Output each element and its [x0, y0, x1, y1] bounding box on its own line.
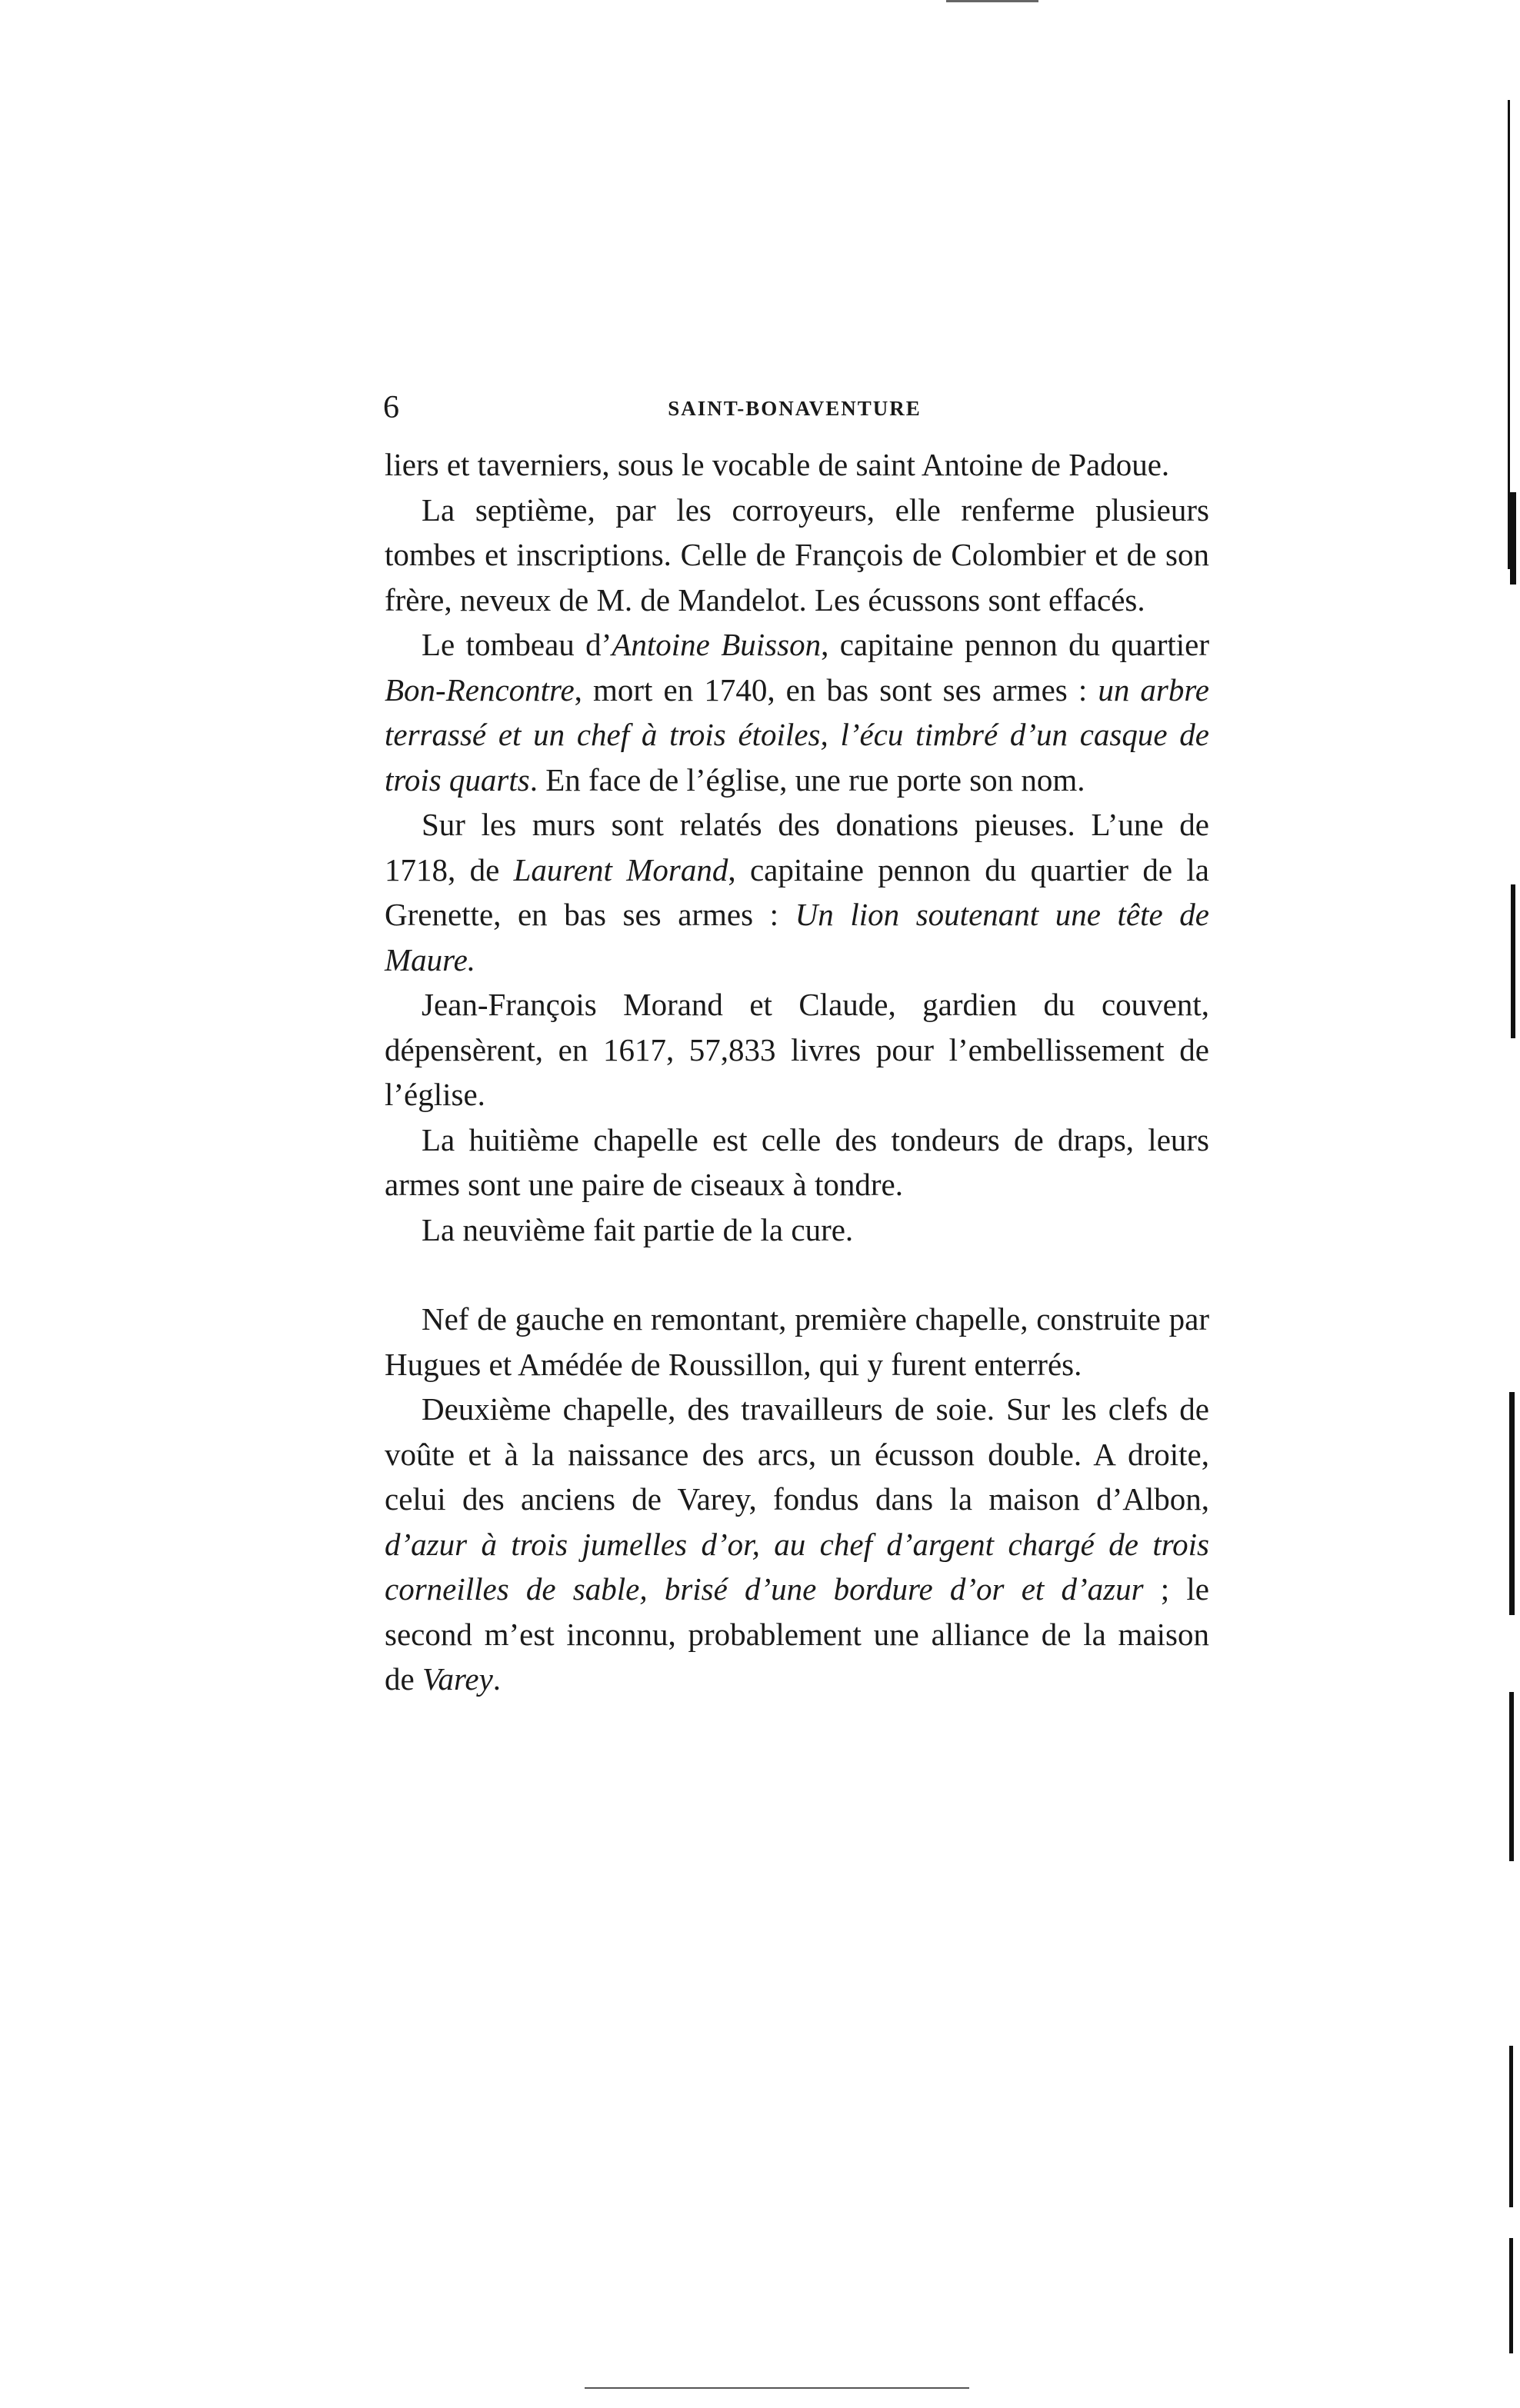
scan-edge-mark	[1511, 884, 1515, 1038]
italic-text: Laurent Morand	[513, 851, 728, 888]
paragraph	[385, 1297, 1209, 1387]
italic-text: d’azur à trois jumelles d’or, au chef d’argent chargé de trois corneilles de sable, brisé d’une bordure d’or et d’azur	[385, 1526, 1209, 1607]
text-run: , capitaine pennon du quartier de la Grenette, en bas ses armes :	[385, 851, 1210, 932]
text-run: La huitième chapelle est celle des tondeurs de draps, leurs armes sont une paire de ciseaux à tondre.	[385, 1121, 1209, 1202]
paragraph	[385, 1207, 1209, 1253]
italic-text: un arbre terrassé et un chef à trois étoiles, l’écu timbré d’un casque de trois quarts	[385, 671, 1209, 798]
page-header	[383, 385, 1206, 431]
italic-text: Varey	[422, 1661, 493, 1697]
paragraph	[385, 1387, 1209, 1702]
scan-edge-mark	[1509, 1392, 1515, 1615]
paragraph	[385, 488, 1209, 623]
scan-edge-mark	[1509, 2238, 1513, 2353]
italic-text: Bon-Rencontre	[385, 671, 575, 708]
scan-edge-mark	[1509, 2046, 1513, 2207]
scan-artifact-bottom	[585, 2387, 969, 2389]
text-run: La neuvième fait partie de la cure.	[422, 1211, 854, 1247]
text-run: Le tombeau d’	[422, 627, 612, 662]
page-number: 6	[383, 390, 399, 425]
text-run: Deuxième chapelle, des travailleurs de soie. Sur les clefs de voûte et à la naissance des arcs, un écusson double. A droite, celui des anciens de Varey, fondus dans la maison d’Albon,	[385, 1391, 1209, 1517]
body-text	[385, 442, 1209, 1702]
italic-text: Antoine Buisson	[612, 627, 822, 662]
text-run: Sur les murs sont relatés des donations pieuses. L’une de 1718, de	[385, 807, 1209, 888]
text-run: .	[492, 1661, 502, 1697]
italic-text: Un lion soutenant une tête de Maure.	[385, 897, 1209, 978]
text-run: ; le second m’est inconnu, probablement une alliance de la maison de	[385, 1571, 1209, 1697]
scan-edge-mark	[1510, 492, 1516, 585]
text-run: Nef de gauche en remontant, première chapelle, construite par Hugues et Amédée de Roussillon, qui y furent enterrés.	[385, 1301, 1209, 1382]
paragraph	[385, 442, 1209, 488]
paragraph	[385, 1117, 1209, 1207]
running-title: SAINT-BONAVENTURE	[668, 397, 922, 420]
text-run: , capitaine pennon du quartier	[821, 627, 1209, 662]
text-run: La septième, par les corroyeurs, elle renferme plusieurs tombes et inscriptions. Celle de François de Colombier et de son frère, neveux de M. de Mandelot. Les écussons sont effacés.	[385, 491, 1209, 618]
scan-edge-mark	[1509, 1692, 1514, 1861]
text-run: Jean-François Morand et Claude, gardien du couvent, dépensèrent, en 1617, 57,833 livres pour l’embellissement de l’église.	[385, 987, 1209, 1112]
paragraph	[385, 982, 1209, 1117]
text-run: liers et taverniers, sous le vocable de saint Antoine de Padoue.	[385, 447, 1170, 482]
scan-artifact-top	[946, 0, 1038, 2]
paragraph	[385, 622, 1209, 802]
text-run: . En face de l’église, une rue porte son nom.	[529, 761, 1085, 798]
paragraph	[385, 802, 1209, 982]
text-run: , mort en 1740, en bas sont ses armes :	[574, 671, 1098, 708]
